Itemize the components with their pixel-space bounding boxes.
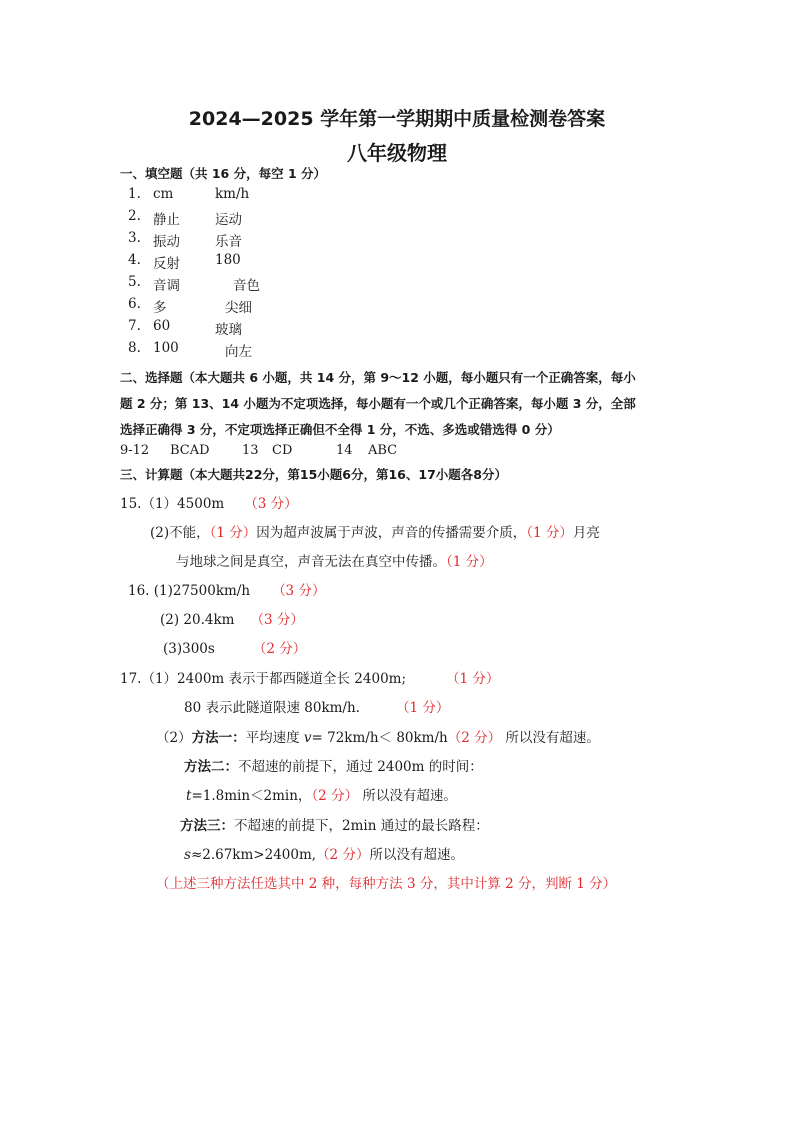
- fill-item-answer-a: 静止: [153, 212, 180, 228]
- fill-item-answer-b: 乐音: [215, 234, 242, 250]
- fill-item-num: 1.: [128, 186, 141, 202]
- fill-item-answer-b: 向左: [225, 344, 252, 360]
- q17-method3-var: s: [184, 847, 191, 863]
- q17-method1-score: （2 分）: [447, 730, 502, 746]
- q16-part3-score: （2 分）: [252, 641, 307, 657]
- q17-method3-result: [184, 843, 464, 863]
- fill-item-num: 6.: [128, 296, 141, 312]
- q17-part1: [120, 667, 499, 687]
- fill-item-answer-b: 尖细: [225, 300, 252, 316]
- q17-method3-label: 方法三：: [180, 818, 234, 834]
- q17-part2-prefix: （2）: [156, 730, 192, 746]
- q15-part1-answer: 15.（1）4500m: [120, 496, 225, 512]
- q17-part1b-score: （1 分）: [395, 700, 450, 716]
- calc-section-heading: 三、计算题（本大题共22分，第15小题6分，第16、17小题各8分）: [120, 467, 507, 482]
- q16-part2-score: （3 分）: [250, 612, 304, 628]
- q15-part2-text: 因为超声波属于声波，声音的传播需要介质，: [256, 525, 527, 541]
- fill-item-answer-a: cm: [153, 186, 174, 202]
- fill-item-num: 8.: [128, 340, 141, 356]
- q15-part2-text: 月亮: [572, 525, 600, 541]
- q17-method3-text: 不超速的前提下，2min 通过的最长路程：: [234, 818, 489, 834]
- choice-section-heading-line: 二、选择题（本大题共 6 小题，共 14 分，第 9～12 小题，每小题只有一个正确答案，每小: [120, 370, 636, 385]
- choice-section-heading-line: 选择正确得 3 分，不定项选择正确但不全得 1 分，不选、多选或错选得 0 分）: [120, 422, 560, 437]
- q16-part2-answer: (2) 20.4km: [160, 612, 235, 628]
- fill-item-answer-a: 60: [153, 318, 171, 334]
- q17-method1-text: 所以没有超速。: [501, 730, 600, 746]
- fill-item-answer-a: 100: [153, 340, 179, 356]
- choice-label: 13: [242, 443, 259, 458]
- q15-part2-score: （1 分）: [209, 525, 257, 541]
- q15-part2-text: (2)不能，: [150, 525, 210, 541]
- q17-part1b: [184, 696, 449, 716]
- fill-item-answer-a: 反射: [153, 256, 180, 272]
- q16-part1-score: （3 分）: [272, 583, 326, 599]
- fill-item-answer-b: km/h: [215, 186, 250, 202]
- q15-part2-text: 与地球之间是真空，声音无法在真空中传播。: [176, 554, 446, 570]
- page-title: 2024—2025 学年第一学期期中质量检测卷答案: [188, 108, 606, 130]
- fill-item-answer-a: 振动: [153, 234, 180, 250]
- fill-item-num: 3.: [128, 230, 141, 246]
- q15-part2-score: （1 分）: [446, 554, 493, 570]
- q16-part1-answer: 16. (1)27500km/h: [128, 583, 251, 599]
- q17-part1-answer: 17.（1）2400m 表示于都西隧道全长 2400m;: [120, 671, 407, 687]
- q17-method1-var: v: [303, 730, 312, 746]
- q17-method3-text: ≈2.67km>2400m,: [190, 847, 317, 863]
- q17-method2-label: 方法二：: [184, 759, 238, 775]
- q17-method2-text: 所以没有超速。: [358, 788, 457, 804]
- choice-answer: BCAD: [170, 443, 210, 458]
- q16-part3-answer: (3)300s: [163, 641, 215, 657]
- fill-item-answer-b: 音色: [233, 278, 260, 294]
- q15-part1-score: （3 分）: [244, 496, 298, 512]
- choice-answer: CD: [272, 443, 293, 458]
- q17-method2-text: 不超速的前提下，通过 2400m 的时间：: [238, 759, 483, 775]
- q15-part2-score: （1 分）: [526, 525, 573, 541]
- q15-part2-continued: [176, 550, 493, 570]
- fill-item-answer-a: 音调: [153, 278, 180, 294]
- q17-method1: [156, 726, 600, 746]
- q17-method1-label: 方法一：: [191, 730, 246, 746]
- q16-part2: [160, 608, 304, 628]
- q17-method2-text: =1.8min＜2min，: [191, 788, 312, 804]
- q17-method1-text: = 72km/h＜ 80km/h: [311, 730, 448, 746]
- q15-part1: [120, 492, 298, 512]
- q17-method3-score: （2 分）: [316, 847, 370, 863]
- fill-item-num: 5.: [128, 274, 141, 290]
- q15-part2: [150, 521, 600, 541]
- q17-method3: [180, 814, 489, 834]
- fill-section-heading: 一、填空题（共 16 分，每空 1 分）: [120, 166, 327, 181]
- fill-item-answer-b: 180: [215, 252, 241, 268]
- q17-method2-var: t: [186, 788, 192, 804]
- q16-part1: [128, 579, 325, 599]
- q17-part1-score: （1 分）: [446, 671, 500, 687]
- fill-item-num: 7.: [128, 318, 141, 334]
- q17-method2-result: [186, 784, 457, 804]
- fill-item-num: 4.: [128, 252, 141, 268]
- choice-label: 14: [336, 443, 353, 458]
- fill-item-answer-b: 运动: [215, 212, 242, 228]
- q17-method1-text: 平均速度: [245, 730, 304, 746]
- q17-method2: [184, 755, 483, 775]
- scoring-note: （上述三种方法任选其中 2 种，每种方法 3 分，其中计算 2 分，判断 1 分）: [156, 876, 617, 892]
- q17-method2-score: （2 分）: [311, 788, 359, 804]
- q17-part1b-answer: 80 表示此隧道限速 80km/h.: [184, 700, 360, 716]
- q17-method3-text: 所以没有超速。: [369, 847, 464, 863]
- q16-part3: [163, 637, 306, 657]
- page-subtitle: 八年级物理: [347, 141, 447, 165]
- choice-answer: ABC: [368, 443, 398, 458]
- fill-item-num: 2.: [128, 208, 141, 224]
- fill-item-answer-a: 多: [153, 300, 167, 316]
- choice-label: 9-12: [120, 443, 150, 458]
- fill-item-answer-b: 玻璃: [215, 322, 242, 338]
- choice-section-heading-line: 题 2 分；第 13、14 小题为不定项选择，每小题有一个或几个正确答案，每小题 3 分，全部: [120, 396, 636, 411]
